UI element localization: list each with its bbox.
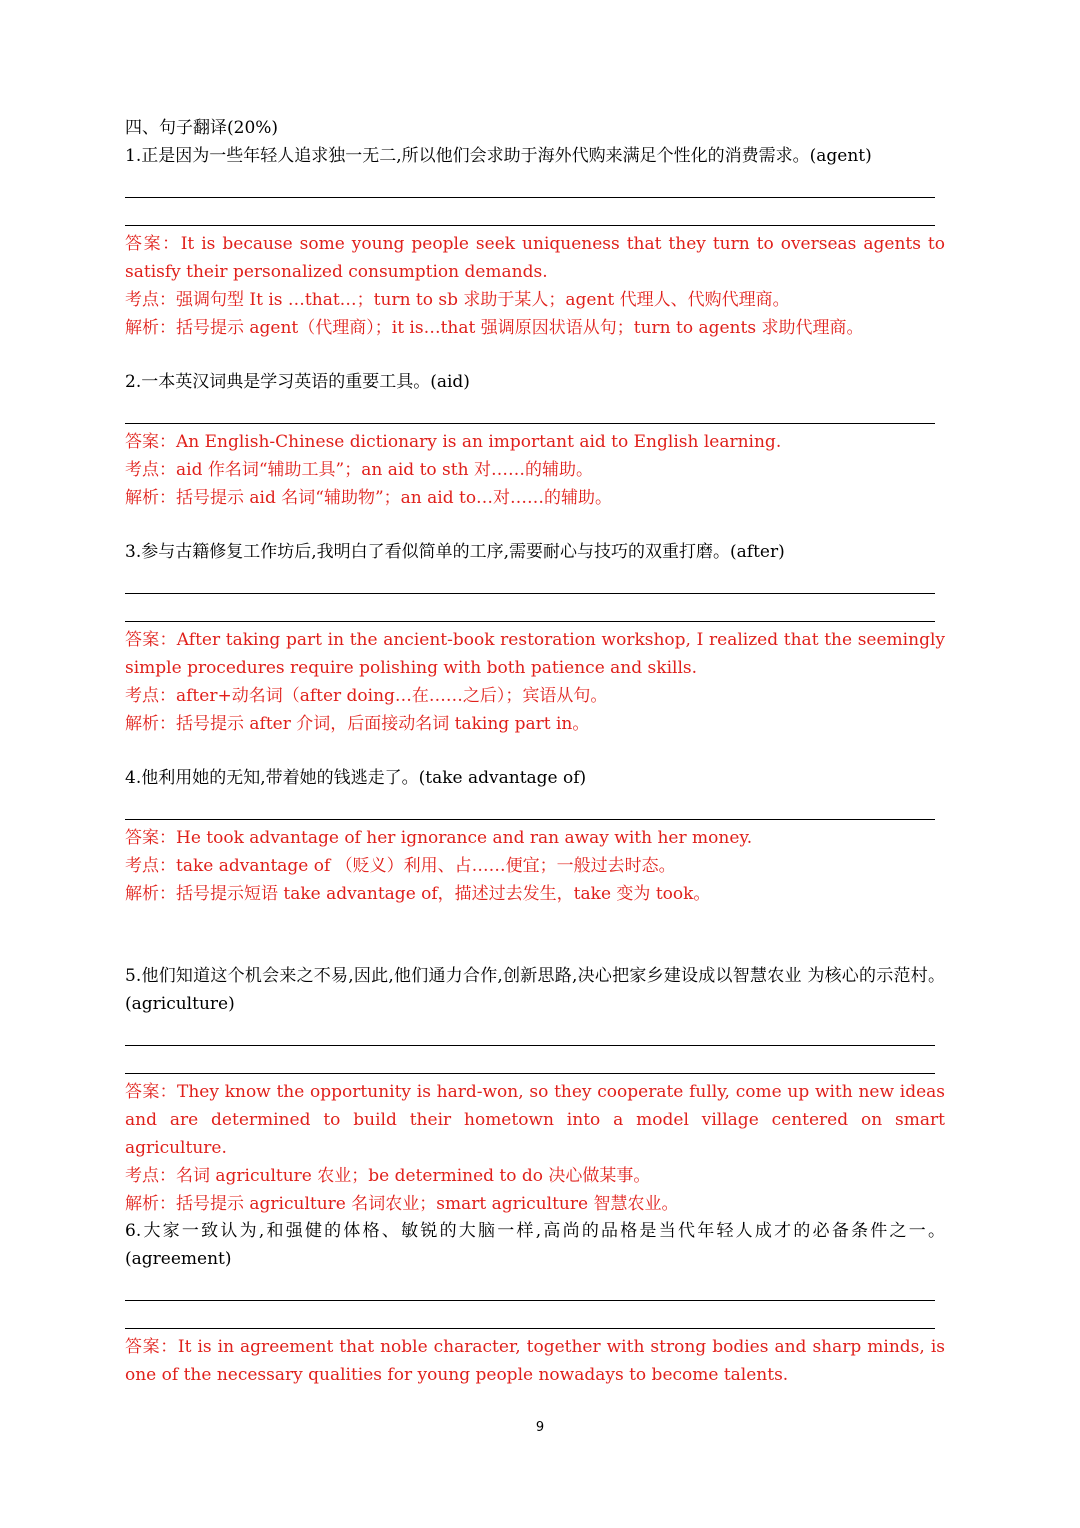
question-text: 1.正是因为一些年轻人追求独一无二,所以他们会求助于海外代购来满足个性化的消费需求。(agent) bbox=[125, 146, 872, 166]
question-item-3 bbox=[125, 538, 945, 738]
key-point-text: 考点：名词 agriculture 农业；be determined to do 决心做某事。 bbox=[125, 1166, 651, 1186]
answer-text: 答案：It is because some young people seek uniqueness that they turn to overseas agents to satisfy their personalized consumption demands. bbox=[125, 234, 945, 282]
key-point-text: 考点：aid 作名词“辅助工具”；an aid to sth 对……的辅助。 bbox=[125, 460, 593, 480]
question-text: 3.参与古籍修复工作坊后,我明白了看似简单的工序,需要耐心与技巧的双重打磨。(after) bbox=[125, 542, 785, 562]
answer-text: 答案：After taking part in the ancient-book restoration workshop, I realized that the seemingly simple procedures require polishing with both patience and skills. bbox=[125, 630, 945, 678]
section-title: 四、句子翻译(20%) bbox=[125, 118, 279, 138]
answer-blank-line bbox=[125, 792, 935, 820]
answer-blank-line bbox=[125, 1273, 935, 1301]
answer-text: 答案：He took advantage of her ignorance and ran away with her money. bbox=[125, 828, 753, 848]
question-item-2 bbox=[125, 368, 945, 512]
question-item-4 bbox=[125, 764, 945, 908]
page-number: 9 bbox=[535, 1420, 545, 1435]
analysis-text: 解析：括号提示 agent（代理商）；it is…that 强调原因状语从句；turn to agents 求助代理商。 bbox=[125, 318, 864, 338]
key-point-text: 考点：强调句型 It is …that…；turn to sb 求助于某人；agent 代理人、代购代理商。 bbox=[125, 290, 790, 310]
analysis-text: 解析：括号提示 aid 名词“辅助物”；an aid to…对……的辅助。 bbox=[125, 488, 613, 508]
key-point-text: 考点：take advantage of （贬义）利用、占……便宜；一般过去时态。 bbox=[125, 856, 676, 876]
answer-blank-line bbox=[125, 1301, 935, 1329]
analysis-text: 解析：括号提示 after 介词，后面接动名词 taking part in。 bbox=[125, 714, 590, 734]
question-item-1 bbox=[125, 142, 945, 342]
answer-blank-line bbox=[125, 396, 935, 424]
key-point-text: 考点：after+动名词（after doing…在……之后）；宾语从句。 bbox=[125, 686, 608, 706]
answer-blank-line bbox=[125, 1018, 935, 1046]
question-text: 4.他利用她的无知,带着她的钱逃走了。(take advantage of) bbox=[125, 768, 587, 788]
answer-text: 答案：They know the opportunity is hard-won, so they cooperate fully, come up with new ideas and are determined to build their hometown into a model village centered on smart agriculture. bbox=[125, 1082, 945, 1158]
answer-blank-line bbox=[125, 566, 935, 594]
answer-blank-line bbox=[125, 198, 935, 226]
analysis-text: 解析：括号提示 agriculture 名词农业；smart agriculture 智慧农业。 bbox=[125, 1194, 679, 1214]
question-text: 5.他们知道这个机会来之不易,因此,他们通力合作,创新思路,决心把家乡建设成以智慧农业 为核心的示范村。(agriculture) bbox=[125, 966, 945, 1014]
answer-blank-line bbox=[125, 594, 935, 622]
answer-text: 答案：An English-Chinese dictionary is an important aid to English learning. bbox=[125, 432, 782, 452]
question-item-6 bbox=[125, 1217, 945, 1389]
question-item-5 bbox=[125, 962, 945, 1218]
question-text: 6.大家一致认为,和强健的体格、敏锐的大脑一样,高尚的品格是当代年轻人成才的必备条件之一。(agreement) bbox=[125, 1221, 945, 1269]
question-text: 2.一本英汉词典是学习英语的重要工具。(aid) bbox=[125, 372, 470, 392]
analysis-text: 解析：括号提示短语 take advantage of，描述过去发生，take 变为 took。 bbox=[125, 884, 711, 904]
answer-blank-line bbox=[125, 1046, 935, 1074]
answer-text: 答案：It is in agreement that noble character, together with strong bodies and sharp minds, is one of the necessary qualities for young people nowadays to become talents. bbox=[125, 1337, 945, 1385]
answer-blank-line bbox=[125, 170, 935, 198]
